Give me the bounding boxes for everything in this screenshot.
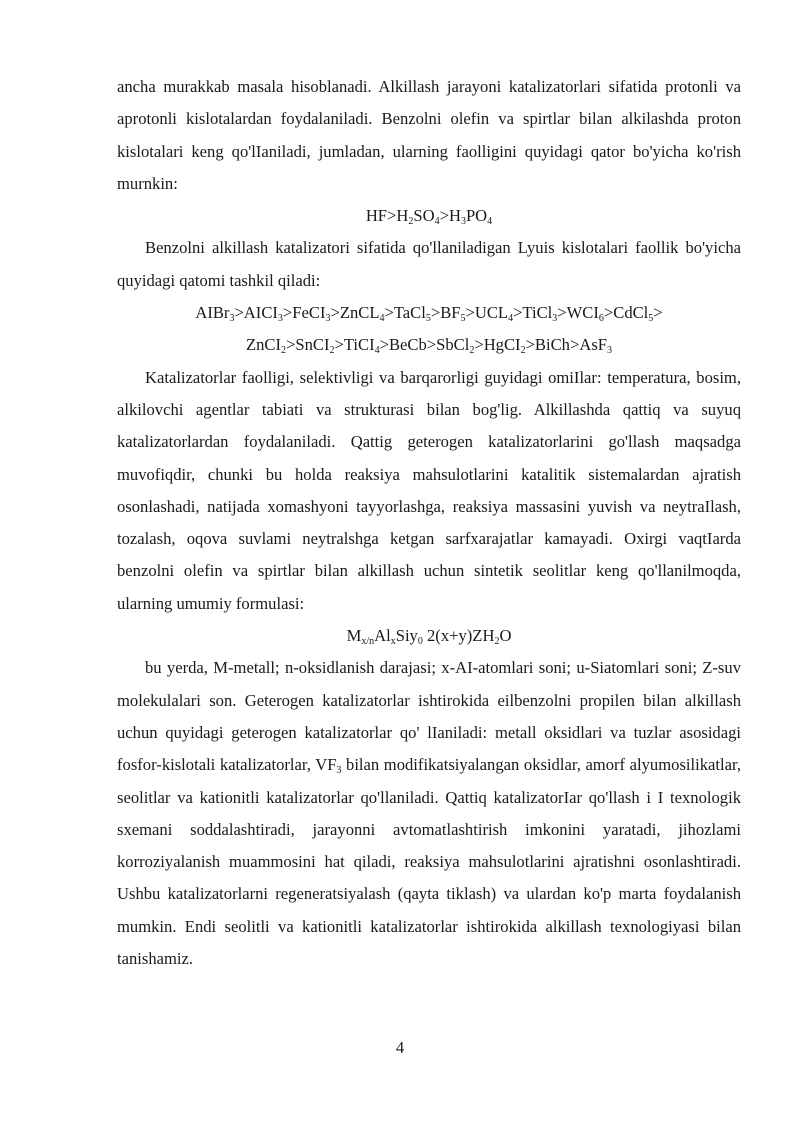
formula-proton-acids: $HF>H_2SO_4>H_3PO_4$	[365, 206, 493, 228]
formula-lewis-acids-line-1: $AIBr_3>AICI_3>FeCI_3>ZnCL_4>TaCl_5>BF_5>UCL_4>TiCl_3>WCI_6>CdCl_5>$	[195, 303, 663, 325]
paragraph-4: bu yerda, M-metall; n-oksidlanish darajasi; x-AI-atomlari soni; u-Siatomlari soni; Z-suv molekulalari son. Geterogen katalizatorlar ishtirokida eilbenzolni propilen bilan alkillash uchun quyidagi geterogen katalizatorlar qo' lIaniladi: metall oksidlari va tuzlar asosidagi fosfor-kislotali katalizatorlar, $VF_3$ bilan modifikatsiyalangan oksidlar, amorf alyumosilikatlar, seolitlar va kationitli katalizatorlar qo'llaniladi. Qattiq katalizatorIar qo'llash i I texnologik sxemani soddalashtiradi, jarayonni avtomatlashtirish imkonini yaratadi, jihozlami korroziyalanish muammosini hat qiladi, reaksiya mahsulotlarini ajratishni osonlashtiradi. Ushbu katalizatorlarni regeneratsiyalash (qayta tiklash) va ulardan ko'p marta foydalanish mumkin. Endi seolitli va kationitli katalizatorlar ishtirokida alkillash texnologiyasi bilan tanishamiz.	[117, 658, 741, 969]
paragraph-3: Katalizatorlar faolligi, selektivligi va barqarorligi guyidagi omiIlar: temperatura, bosim, alkilovchi agentlar tabiati va strukturasi bilan bog'lig. Alkillashda qattiq va suyuq katalizatorlardan foydalaniladi. Qattig geterogen katalizatorlarini go'llash maqsadga muvofiqdir, chunki bu holda reaksiya mahsulotlarini katalitik sistemalardan ajratish osonlashadi, natijada xomashyoni tayyorlashga, reaksiya massasini yuvish va neytraIlash, tozalash, oqova suvlami neytralshga ketgan sarfxarajatlar kamayadi. Oxirgi vaqtIarda benzolni olefin va spirtlar bilan alkillash uchun sintetik seolitlar keng qo'llanilmoqda, ularning umumiy formulasi:	[117, 367, 741, 613]
page-number: 4	[395, 1038, 405, 1057]
formula-zeolite: $M_{x/n}Al_xSiy_0$ $2(x+y)ZH_2O$	[346, 626, 512, 648]
document-body	[117, 71, 741, 975]
paragraph-1: ancha murakkab masala hisoblanadi. Alkillash jarayoni katalizatorlari sifatida protonli va aprotonli kislotalardan foydalaniladi. Benzolni olefin va spirtlar bilan alkilashda proton kislotalari keng qo'lIaniladi, jumladan, ularning faolligini quyidagi qator bo'yicha ko'rish murnkin:	[117, 77, 741, 193]
paragraph-2: Benzolni alkillash katalizatori sifatida qo'llaniladigan Lyuis kislotalari faollik bo'yicha quyidagi qatomi tashkil qiladi:	[117, 238, 741, 290]
formula-lewis-acids-line-2: ZnCI$_2$>SnCI$_2$>TiCI$_4$>BeCb>SbCl$_2$>HgCI$_2$>BiCh>AsF$_3$	[245, 335, 613, 357]
